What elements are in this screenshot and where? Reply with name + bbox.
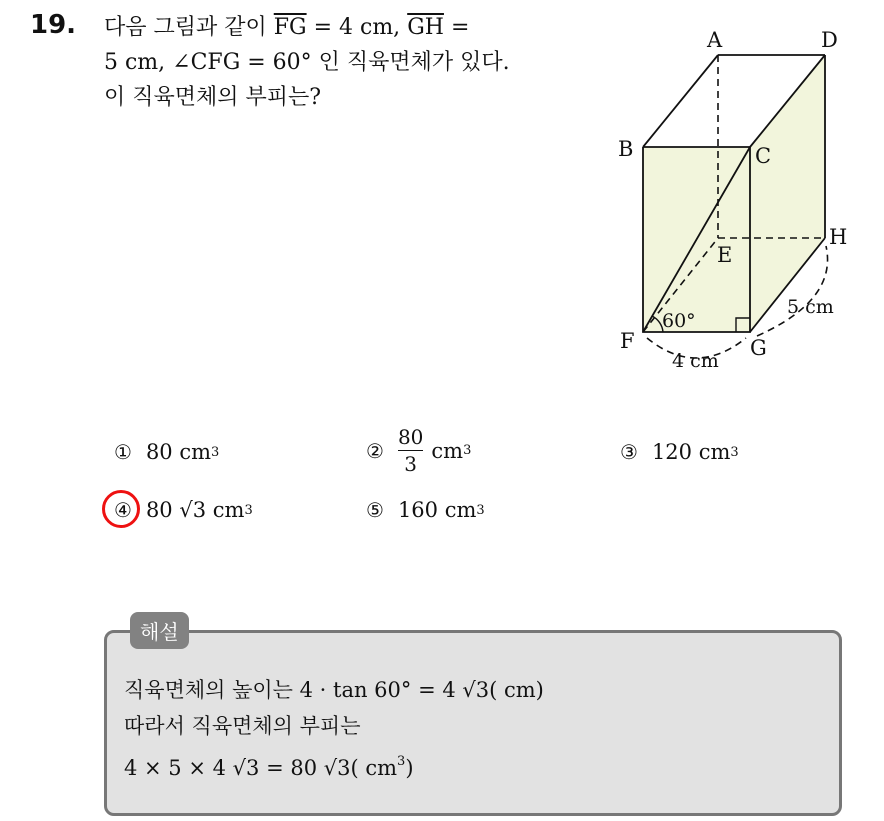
choice-1[interactable] (114, 440, 219, 464)
question-number: 19. (30, 10, 77, 40)
angle-label: 60° (662, 310, 696, 332)
choice-5[interactable] (366, 498, 485, 522)
choice-2-exponent: 3 (463, 443, 472, 458)
choice-2-numerator: 80 (397, 425, 424, 449)
choice-1-exponent: 3 (211, 444, 220, 460)
choice-2[interactable] (366, 424, 471, 477)
label-d: D (821, 28, 838, 52)
choice-1-number: ① (114, 440, 132, 464)
choice-5-value: 160 cm (397, 498, 477, 522)
solution-line-3-exponent: 3 (397, 754, 406, 769)
solution-line-1: 직육면체의 높이는 4 · tan 60° = 4 √3( cm) (124, 678, 544, 702)
choice-3-number: ③ (620, 440, 638, 464)
question-line-3: 이 직육면체의 부피는? (104, 85, 322, 110)
fg-length-label: 4 cm (672, 350, 719, 372)
solution-line-3-main: 4 × 5 × 4 √3 = 80 √3( cm (124, 756, 398, 780)
label-e: E (717, 243, 733, 267)
segment-fg: $\overline{FG}$ (273, 15, 307, 40)
label-h: H (829, 225, 848, 249)
choice-3[interactable] (620, 440, 739, 464)
label-a: A (707, 28, 723, 52)
solution-line-2: 따라서 직육면체의 부피는 (124, 714, 361, 738)
choice-4-value: 80 √3 cm (145, 498, 245, 522)
solution-line-3-close: ) (405, 756, 414, 780)
question-line-1-pre: 다음 그림과 같이 (104, 15, 274, 40)
question-line-1-mid: = 4 cm, (306, 15, 408, 40)
label-f: F (620, 329, 635, 353)
edge-ba (643, 55, 718, 147)
solution-text (124, 672, 544, 786)
label-b: B (618, 137, 634, 161)
solution-tag: 해설 (130, 612, 189, 649)
segment-gh: $\overline{GH}$ (407, 15, 444, 40)
choice-4-exponent: 3 (244, 502, 253, 518)
cuboid-figure (600, 20, 860, 380)
label-g: G (750, 336, 767, 360)
question-line-1-end: = (443, 15, 470, 40)
choice-3-exponent: 3 (730, 444, 739, 460)
choice-5-exponent: 3 (476, 502, 485, 518)
question-text (104, 10, 594, 115)
label-c: C (755, 144, 772, 168)
choice-2-fraction (398, 424, 423, 477)
answer-circle-mark (102, 490, 140, 528)
question-line-1 (104, 10, 594, 45)
solution-line-3 (124, 744, 544, 786)
choice-5-number: ⑤ (366, 498, 384, 522)
choice-2-unit: cm (431, 438, 464, 463)
choice-4-number: ④ (114, 498, 132, 522)
choice-2-number: ② (366, 438, 384, 463)
gh-length-label: 5 cm (787, 296, 834, 318)
question-line-2: 5 cm, ∠CFG = 60° 인 직육면체가 있다. (104, 50, 510, 75)
choice-3-value: 120 cm (651, 440, 731, 464)
cuboid-shade (643, 55, 825, 332)
choice-2-denominator: 3 (404, 452, 418, 476)
choice-1-value: 80 cm (145, 440, 212, 464)
